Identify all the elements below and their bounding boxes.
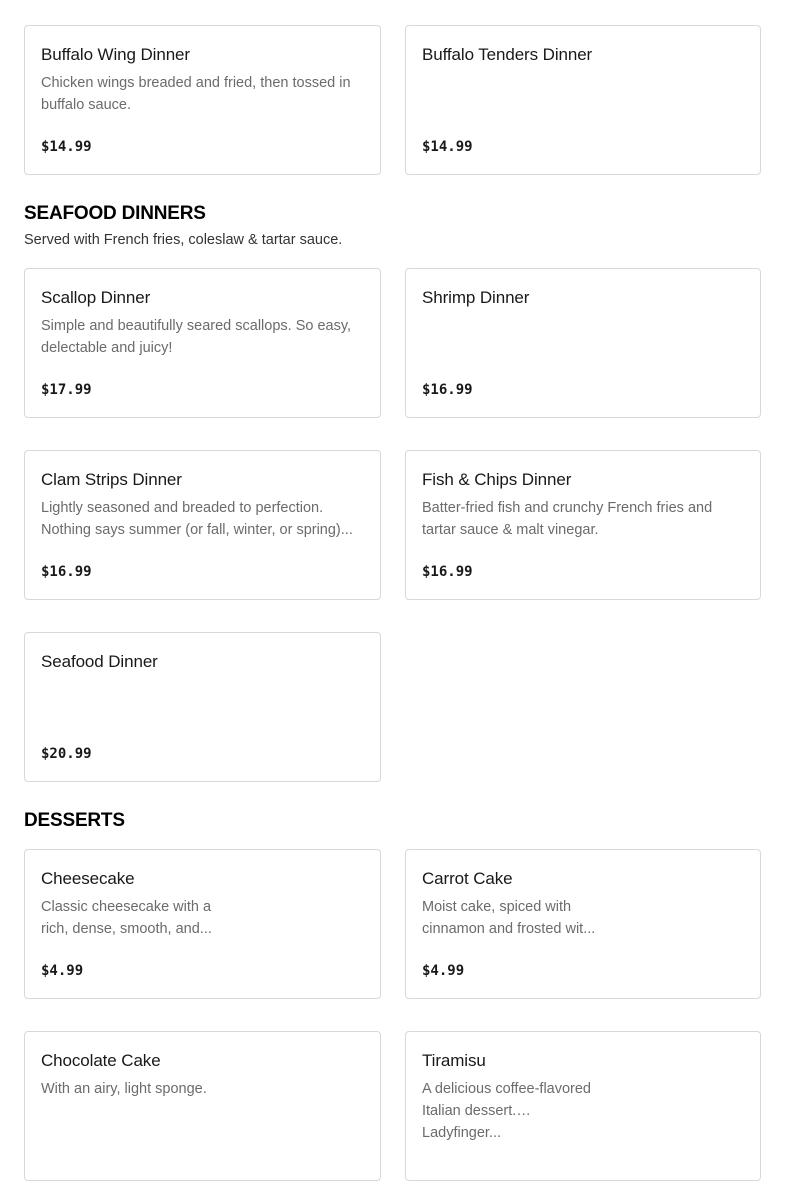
section-header-desserts — [24, 809, 761, 833]
menu-item-card[interactable] — [405, 450, 761, 600]
section-header-seafood — [24, 202, 761, 250]
item-description: Chicken wings breaded and fried, then tossed in buffalo sauce. — [41, 75, 351, 113]
menu-item-card[interactable] — [24, 450, 381, 600]
item-name: Shrimp Dinner — [422, 288, 530, 307]
item-name: Cheesecake — [41, 869, 135, 888]
item-price: $17.99 — [41, 382, 92, 398]
section-title: DESSERTS — [24, 810, 125, 831]
menu-page — [24, 25, 761, 1181]
item-description: A delicious coffee-flavored Italian dessert. Ladyfinger... — [422, 1081, 592, 1141]
item-name: Scallop Dinner — [41, 288, 151, 307]
item-name: Tiramisu — [422, 1051, 486, 1070]
item-description: Batter-fried fish and crunchy French fries and tartar sauce & malt vinegar. — [422, 500, 713, 538]
item-name: Seafood Dinner — [41, 652, 158, 671]
item-name: Clam Strips Dinner — [41, 470, 182, 489]
menu-item-card[interactable] — [24, 268, 381, 418]
menu-item-card[interactable] — [405, 25, 761, 175]
item-price: $16.99 — [41, 564, 92, 580]
menu-grid-seafood — [24, 268, 761, 782]
item-description: Simple and beautifully seared scallops. So easy, delectable and juicy! — [41, 318, 352, 356]
item-price: $4.99 — [422, 963, 465, 979]
section-title: SEAFOOD DINNERS — [24, 203, 206, 224]
item-name: Buffalo Tenders Dinner — [422, 45, 593, 64]
menu-item-card[interactable] — [24, 1031, 381, 1181]
menu-item-card[interactable] — [24, 632, 381, 782]
item-description: Moist cake, spiced with cinnamon and frosted wit... — [422, 899, 596, 937]
item-name: Chocolate Cake — [41, 1051, 161, 1070]
item-price: $16.99 — [422, 564, 473, 580]
item-description: Classic cheesecake with a rich, dense, smooth, and... — [41, 899, 212, 937]
item-price: $4.99 — [41, 963, 84, 979]
item-description: Lightly seasoned and breaded to perfection. Nothing says summer (or fall, winter, or spring)... — [41, 500, 353, 538]
item-price: $16.99 — [422, 382, 473, 398]
item-description: With an airy, light sponge. — [41, 1081, 207, 1097]
item-name: Fish & Chips Dinner — [422, 470, 572, 489]
item-price: $20.99 — [41, 746, 92, 762]
item-price: $14.99 — [422, 139, 473, 155]
item-name: Buffalo Wing Dinner — [41, 45, 190, 64]
section-subtitle: Served with French fries, coleslaw & tartar sauce. — [24, 232, 343, 248]
menu-item-card[interactable] — [24, 849, 381, 999]
item-price: $14.99 — [41, 139, 92, 155]
menu-item-card[interactable] — [405, 1031, 761, 1181]
menu-item-card[interactable] — [405, 268, 761, 418]
menu-grid-top — [24, 25, 761, 175]
menu-grid-desserts — [24, 849, 761, 1181]
menu-item-card[interactable] — [24, 25, 381, 175]
menu-item-card[interactable] — [405, 849, 761, 999]
item-name: Carrot Cake — [422, 869, 513, 888]
